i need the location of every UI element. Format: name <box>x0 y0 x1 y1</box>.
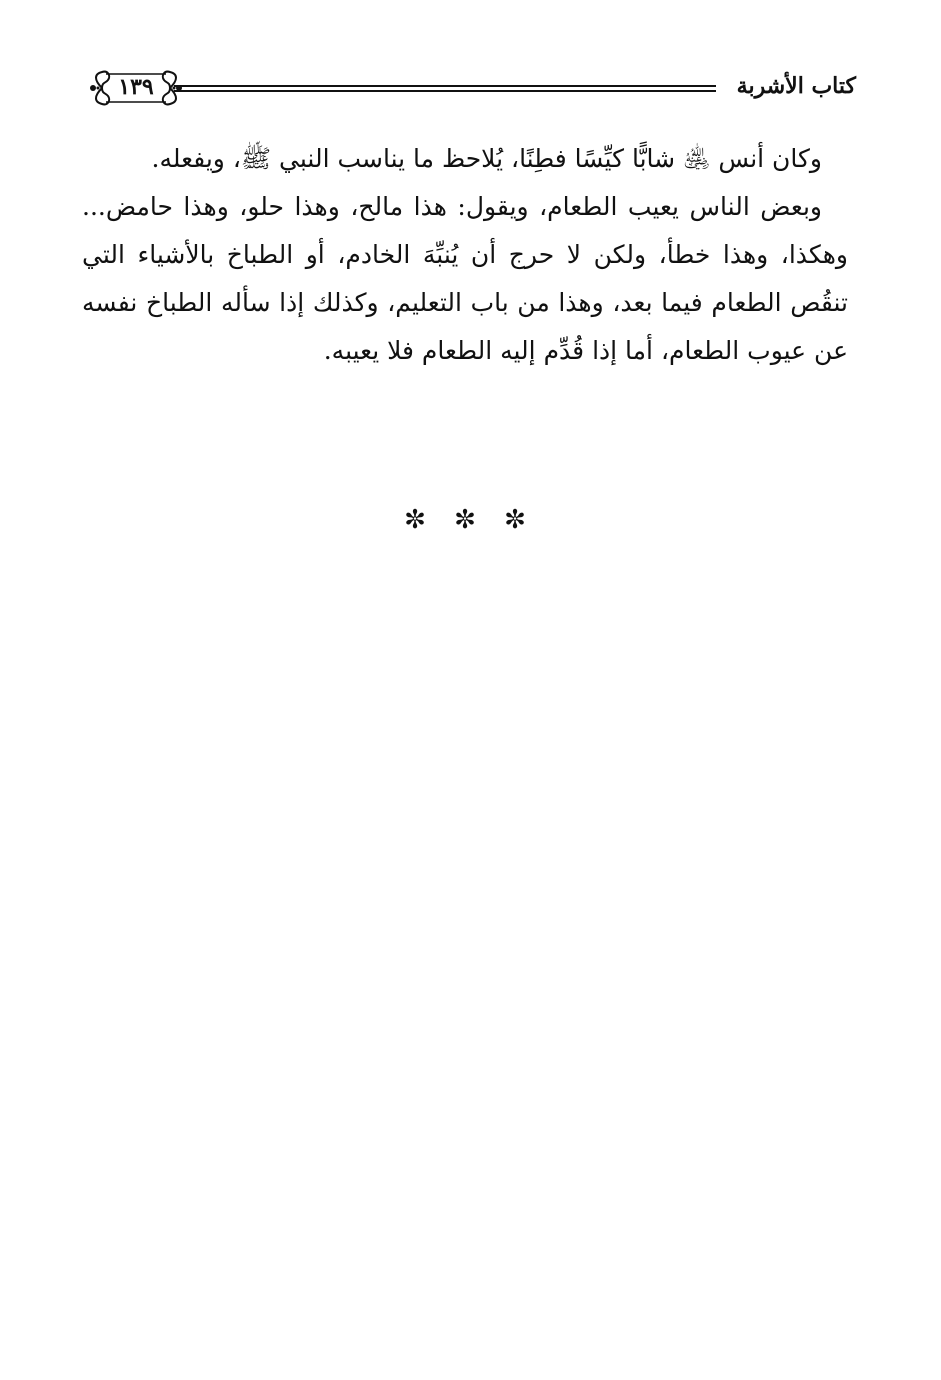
section-separator <box>395 500 535 540</box>
asterisk-flower-icon: ✼ <box>504 505 526 535</box>
page-header <box>86 60 856 116</box>
header-double-rule <box>174 85 716 92</box>
chapter-title: كتاب الأشربة <box>736 73 856 99</box>
page-number-ornament <box>86 66 186 110</box>
asterisk-flower-icon: ✼ <box>404 505 426 535</box>
main-text <box>82 135 848 375</box>
page-number: ١٣٩ <box>118 74 154 100</box>
asterisk-flower-icon: ✼ <box>454 505 476 535</box>
paragraph-1: وكان أنس ﵁ شابًّا كيِّسًا فطِنًا، يُلاحظ ما يناسب النبي ﷺ، ويفعله. <box>151 144 822 173</box>
paragraph-2: وبعض الناس يعيب الطعام، ويقول: هذا مالح، وهذا حلو، وهذا حامض... وهكذا، وهذا خطأ، ولكن لا حرج أن يُنبِّهَ الخادم، أو الطباخ بالأشياء التي تنقُص الطعام فيما بعد، وهذا من باب التعليم، وكذلك إذا سأله الطباخ نفسه عن عيوب الطعام، أما إذا قُدِّم إليه الطعام فلا يعيبه. <box>82 192 848 365</box>
